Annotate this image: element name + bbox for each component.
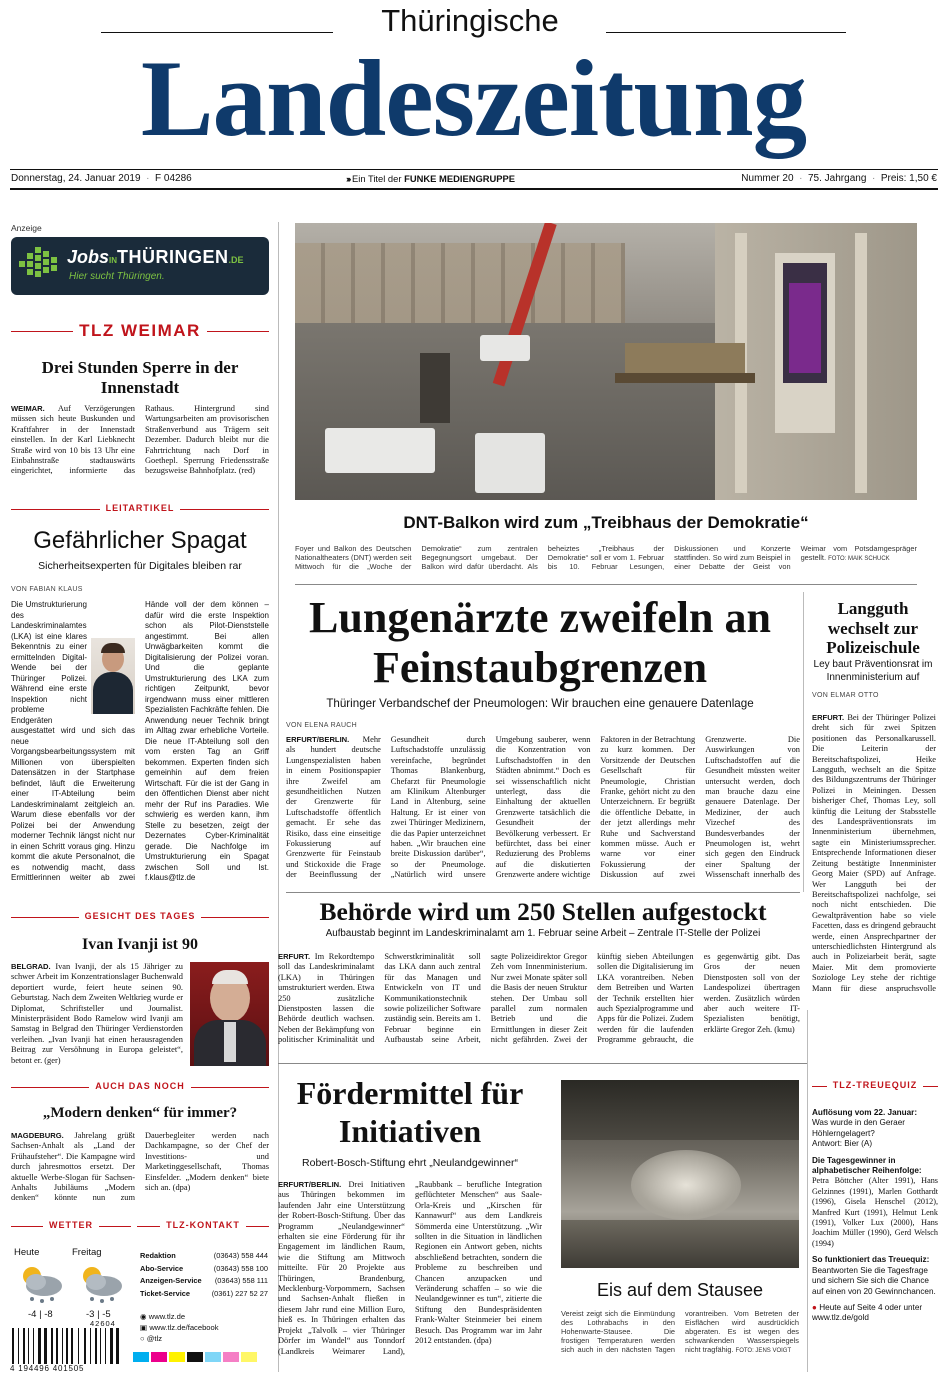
- leitartikel-email[interactable]: f.klaus@tlz.de: [145, 873, 196, 882]
- leitartikel-byline: VON FABIAN KLAUS: [11, 586, 83, 593]
- stausee-headline: Eis auf dem Stausee: [596, 1280, 764, 1300]
- weimar-article: [11, 404, 269, 486]
- langguth-text: Bei der Thüringer Polizei dreht sich für zwei Spitzen positionen das Personalkarussell. Die Leiterin der Bereitschaftspolizei, Heike Langguth, wechselt an die Spitze des Bildungszentrums der Thüringer Polizei in Meiningen. Dessen bisheriger Chef, Thomas Ley, soll künftig die Leitung der Stabsstelle des Landespräventionsrats im Innenministerium übernehmen, sagte ein Ministeriumssprecher. Entsprechende Informationen dieser Zeitung bestätigte Innenminister Georg Maier (SPD) auf Anfrage. Wer Langguth bei der Bereitschaftspolizei nachfolge, sei noch nicht entschieden. Die Gewaltprävention habe so viele Facetten, dass es dringend gebraucht werde, einen Ansprechpartner der unterschiedlichsten Hintergrund als auch in Polizeiarbeit berät, sagte Maier. Mit dem promovierte Soziologe Ley stehe der richtige Mann für diese anspruchsvolle: [812, 713, 936, 993]
- behoerde-headline: Behörde wird um 250 Stellen aufgestockt: [319, 897, 767, 926]
- foerder-dateline: ERFURT/BERLIN.: [278, 1180, 342, 1189]
- barcode-top: 42604: [90, 1319, 116, 1328]
- publisher-line: [346, 172, 515, 186]
- weimar-section-text: TLZ WEIMAR: [73, 321, 207, 340]
- foerder-subline: Robert-Bosch-Stiftung ehrt „Neulandgewinner“: [302, 1157, 518, 1169]
- issue-date-line: Donnerstag, 24. Januar 2019 · F 04286: [11, 173, 192, 184]
- quiz-winners-label: Die Tagesgewinner in alphabetischer Reihenfolge:: [812, 1155, 922, 1176]
- quiz-res-label: Auflösung vom 22. Januar:: [812, 1108, 918, 1117]
- barcode-bar: [18, 1328, 19, 1364]
- weimar-headline: Drei Stunden Sperre in der Innenstadt: [41, 358, 239, 397]
- barcode-bar: [84, 1328, 86, 1364]
- kontakt-value[interactable]: (03643) 558 100: [213, 1263, 268, 1273]
- barcode-bar: [28, 1328, 29, 1364]
- sun-cloud-snow-icon-2: [74, 1262, 128, 1304]
- foerder-text: Drei Initiativen aus Thüringen bekommen im laufenden Jahr eine Unterstützung der Robert-Bosch-Stiftung. Über das Programm „Neulandgewinner“ erhalten sie eine Förderung für ihr Engagement im ländlichen Raum, wie die Stiftung am Mittwoch mitteilte. Für 20 Projekte aus Thüringen, Brandenburg, Mecklenburg-Vorpommern, Sachsen und Sachsen-Anhalt fließen in diesem Jahr rund eine Million Euro, hieß es. In Thüringen erhalten das Projekt „Talvolk – vier Thüringer Dörfer im Wandel“ aus Tonndorf (Landkreis Weimarer Land), „Raubbank – berufliche Integration geflüchteter Menschen“ aus Saale-Orla-Kreis und „Kirschen für Kannawurf“ aus dem Landkreis Sömmerda eine Unterstützung. „Wir sollten in die Situation in ländlichen Regionen ein Antwort geben, nichts abschließend betrachten, sondern die Probleme zu beschreiben und Chancen anzupacken und Veränderung schaffen – so wie die Neulandgewinner es tun“, zitierte die Stiftung den Bundespräsidenten Frank-Walter Steinmeier bei einem Besuch. Das Programm war im Jahr 2012 entstanden. (dpa): [278, 1180, 542, 1356]
- stausee-caption-text: Vereist zeigt sich die Einmündung des Lothrabachs in den Hohenwarte-Stausee. Die frostigen Temperaturen werden sich auch in den nächsten Tagen vorantreiben. Vom Betreten der Eisflächen wird ausdrücklich abgeraten. Es ist wegen des schwankenden Wasserspiegels nicht tragfähig.: [561, 1309, 799, 1354]
- barcode-bar: [66, 1328, 68, 1364]
- ad-brand-jobs: Jobs: [67, 247, 110, 267]
- ad-brand-in: IN: [109, 256, 118, 265]
- langguth-byline: VON ELMAR OTTO: [812, 692, 879, 699]
- langguth-dateline: ERFURT.: [812, 713, 845, 722]
- barcode-bar: [33, 1328, 34, 1364]
- langguth-headline: Langguth wechselt zur Polizeischule: [826, 599, 920, 657]
- gesicht-dateline: BELGRAD.: [11, 962, 51, 971]
- weimar-section: [11, 321, 269, 341]
- wetter-section: [11, 1220, 131, 1230]
- weather-temp2: -3 | -5: [86, 1309, 111, 1320]
- ad-brand-region: THÜRINGEN: [117, 247, 229, 267]
- barcode-bar: [110, 1328, 113, 1364]
- section-divider-3: [278, 1063, 807, 1064]
- barcode-bar: [78, 1328, 79, 1364]
- gesicht-section: [11, 911, 269, 921]
- behoerde-dateline: ERFURT.: [278, 952, 311, 961]
- kontakt-value[interactable]: (03643) 558 111: [214, 1276, 268, 1286]
- barcode-bar: [71, 1328, 73, 1364]
- globe-icon: ◉: [140, 1312, 147, 1321]
- quiz-section-text: TLZ-TREUEQUIZ: [827, 1080, 924, 1090]
- issue-date: Donnerstag, 24. Januar 2019: [11, 173, 141, 184]
- issue-price: Preis: 1,50 €: [880, 173, 937, 184]
- kontakt-web: [140, 1311, 219, 1344]
- auch-text: Jahrelang grüßt Sachsen-Anhalt als „Land der Frühaufsteher“. Die Kampagne wird durch jahresmottos ersetzt. Der aktuelle Werbe-Slogan für Sachsen-Anhalts Jubiläums „Modern denken“ könnte nun zum Dauerbegleiter werden nach Dachkampagne, so der Chef der Investitions- und Marketinggesellschaft, Thomas Einsfelder. „Modern denken“ biete sich an. (dpa): [11, 1131, 269, 1203]
- balkon-credit: FOTO: MAIK SCHUCK: [828, 556, 890, 562]
- barcode-bar: [44, 1328, 47, 1364]
- barcode-bar: [38, 1328, 41, 1364]
- jobs-logo-icon: [19, 247, 65, 287]
- weather-day1: Heute: [14, 1247, 40, 1258]
- foerder-headline: Fördermittel für Initiativen: [296, 1075, 524, 1149]
- kontakt-section: [137, 1220, 269, 1230]
- auch-headline: „Modern denken“ für immer?: [42, 1105, 238, 1121]
- balkon-caption: [295, 544, 917, 576]
- gesicht-article: [11, 962, 183, 1068]
- wetter-section-text: WETTER: [43, 1220, 99, 1230]
- barcode-bar: [95, 1328, 97, 1364]
- ivanji-portrait: [190, 962, 269, 1066]
- barcode-bar: [56, 1328, 58, 1364]
- lunge-subline: Thüringer Verbandschef der Pneumologen: Wir brauchen eine genauere Datenlage: [326, 697, 754, 710]
- masthead-rule-left: [101, 32, 333, 33]
- color-registration-strip: [133, 1352, 267, 1362]
- issue-code: F 04286: [155, 173, 192, 184]
- lunge-headline: Lungenärzte zweifeln an Feinstaubgrenzen: [309, 593, 771, 692]
- lunge-text: Mehr als hundert deutsche Lungenspezialisten haben in einem Positionspapier ihre Zweifel am gesundheitlichen Nutzen der Grenzwerte für Luftschadstoffe öffentlich gemacht. Er sehe das Risiko, dass eine einseitige Fokussierung auf Grenzwerte für Feinstaub und Stickoxide die Frage der Beeinflussung der Gesundheit durch Luftschadstoffe unzulässig vereinfache, begründet Thomas Blankenburg, Chefarzt für Pneumologie am Klinikum Altenburger Land in Altenburg, seine Haltung. Er ist einer von zwei Thüringer Medizinern, die das Papier unterzeichnet haben. „Wir brauchen eine breite Diskussion darüber“, so der Pneumologe. „Natürlich wird unsere Umgebung sauberer, wenn die Konzentration von Luftschadstoffen in den Städten abnimmt.“ Doch es sei wissenschaftlich nicht unterlegt, dass die Einhaltung der aktuellen Grenzwerte tatsächlich die Gesundheit der Bevölkerung verbessert. Er befürchtet, dass bei einer Reduzierung des Problems auf die diskutierten Grenzwerte andere wichtige Faktoren in der Betrachtung zu kurz kommen. Der Vorsitzende der Deutschen Gesellschaft für Pneumologie, Christian Franke, gehört nicht zu den Unterzeichnern. Er begrüßt die öffentliche Debatte, in der jetzt allerdings mehr Ruhe und Sachverstand kommen müsse. Auch er warne vor einer Fokussierung der Diskussion auf zwei Grenzwerte. Die Auswirkungen von Luftschadstoffen auf die Gesundheit müssten weiter untersucht werden, doch man brauche dazu eine genauere Datenlage. Der Mediziner, der auch Vizechef des Bundesverbandes der Pneumologen ist, wehrt sich gegen den Eindruck einer Spaltung der Wissenschaft innerhalb des: [286, 735, 800, 880]
- barcode-icon: [10, 1328, 126, 1364]
- masthead-rule-right: [606, 32, 846, 33]
- barcode-bar: [23, 1328, 25, 1364]
- foerder-article: [278, 1180, 542, 1374]
- stausee-credit: FOTO: JENS VOIGT: [735, 1348, 792, 1354]
- gesicht-headline: Ivan Ivanji ist 90: [81, 936, 199, 953]
- lunge-dateline: ERFURT/BERLIN.: [286, 735, 350, 744]
- quiz-question: Was wurde in den Geraer Höhlerngelagert?: [812, 1118, 905, 1138]
- funke-chevrons-icon: ›››: [346, 173, 350, 184]
- author-portrait: [91, 638, 135, 714]
- kontakt-row: [140, 1288, 268, 1301]
- quiz-section: [812, 1080, 938, 1090]
- lunge-byline: VON ELENA RAUCH: [286, 722, 358, 729]
- barcode-bar: [62, 1328, 63, 1364]
- web-link[interactable]: www.tlz.de: [148, 1312, 186, 1321]
- weather-temp1: -4 | -8: [28, 1309, 53, 1320]
- quiz-ref-text: Heute auf Seite 4 oder unter www.tlz.de/gold: [812, 1302, 923, 1323]
- auch-section: [11, 1081, 269, 1091]
- weimar-text: Auf Verzögerungen müssen sich heute Buskunden und Kraftfahrer in der Innenstadt einstellen. In der Karl Liebknecht Straße wird von 10 bis 13 Uhr eine Einbahnstraße stadtauswärts eingerichtet, informierte das Rathaus. Hintergrund sind Wartungsarbeiten am provisorischen Straßenverbund aus Trägern seit Dezember. Dadurch bleibt nur die Fahrtrichtung nach Dorf in Goethepl. Sperrung Friedensstraße bezugsweise Bahnhofplatz. (red): [11, 404, 269, 476]
- behoerde-text: Im Rekordtempo soll das Landeskriminalamt (LKA) in Thüringen umstrukturiert werden. Etwa 250 zusätzliche Dienstposten lassen die Behörde deutlich wachsen. Neben der Bekämpfung von politischer Kriminalität und Schwerstkriminalität soll das LKA dann auch zentral für das Managen und Entwickeln von IT und Kommunikationstechnik sowie polizeilicher Software zuständig sein. Bereits am 1. Februar beginne ein Aufbaustab seine Arbeit, sagte Polizeidirektor Gregor Zeh vom Innenministerium. Nur zwei Monate später soll die Basis der neuen Struktur stehen. Der Umbau soll parallel zum normalen Betrieb und die Ermittlungen in dieser Zeit nicht gefährden. Zwei der künftig sieben Abteilungen sollen die Digitalisierung im LKA vorantreiben. Neben dem Betreiben und Warten der Technik erstellten hier auch Spezialprogramme und Apps für die Polizei. Zudem werden für die laufenden Programme gebraucht, die es gegenwärtig gibt. Das Gros der neuen Dienstposten soll von der Landespolizei übertragen werden. Zusätzlich würden aber auch weitere IT-Spezialisten benötigt, erklärte Gregor Zeh. (kmu): [278, 952, 800, 1045]
- facebook-link[interactable]: www.tlz.de/facebook: [149, 1323, 219, 1332]
- kontakt-row: [140, 1263, 268, 1276]
- kontakt-label: Redaktion: [140, 1251, 176, 1260]
- gesicht-section-text: GESICHT DES TAGES: [79, 911, 202, 921]
- quiz-answer: Antwort: Bier (A): [812, 1139, 873, 1149]
- leitartikel-text: Die Umstrukturierung des Landeskriminalamtes (LKA) ist eine klares Bekenntnis zu einer ermittelnden Digital-Wende bei der Thüringer Polizei. Während eine erste Inspektion nicht probleme Endgeräten ausgestattet wird und sich das neue Vorgangsbearbeitungssystem mit Millionen von überspielten Datensätzen in der Startphase befindet, läuft die Erweiterung einer IT-Abteilung beim Landeskriminalamt zeitgleich an. Warum diese ebenfalls vor der Polizei bei der Anwendung moderner Technik längst nicht nur in einen Schritt voraus ging. Hinzu kommt die akute Personalnot, die es notwendig macht, dass Ermittlerinnen weiter ab zwei Hände voll der dem können – dafür wird die erste Inspektion schon als Pilot-Dienststelle angestimmt. Bei allen Unwägbarkeiten kommt die Digitalisierung der Polizei voran. Und die geplante Umstrukturierung des LKA zum richtigen Zeitpunkt, bevor irgendwann muss einer mittleren Spezialisten Fachkräfte fehlen. Die Anwendung neuer Technik bringt im Alltag zwar erhebliche Vorteile. Die neue IT-Abteilung soll den vom ersten Tag an Griff bekommen. Experten finden sich gemeinhin auf dem freien Wirtschaft. Für die ist der Gang in den öffentlichen Dienst aber nicht mehr der Ruf ins Paradies. Wie schwierig es werden kann, ihm Stelle zu besetzen, zeigt der Dezernates Cyber-Kriminalität gerade. Die Nachfolge im Umstrukturierung ein Spagat zwischen Soll und Ist.: [11, 600, 269, 882]
- quiz-ref[interactable]: [812, 1303, 938, 1324]
- sun-cloud-snow-icon: [14, 1262, 68, 1304]
- quiz-winners: Petra Böttcher (Alter 1991), Hans Gelzinnes (1991), Marlen Gotthardt (1996), Gisela Henschel (2012), Manfred Kurt (1991), Helmut Lenk (1991), Volker Lux (2000), Hans Joachim Müller (1990), Gerd Welsch (1994): [812, 1176, 938, 1248]
- gesicht-text: Ivan Ivanji, der als 15 Jähriger zu schwer Arbeit im Konzentrationslager Buchenwald deportiert wurde, feiert heute seinen 90. Geburtstag. Nach dem Zweiten Weltkrieg wurde er Diplomat, Schriftsteller und Journalist. Ministerpräsident Bodo Ramelow wird Ivanji am Samstag in Belgrad den Thüringer Verdienstorden verleihen. „Ivan Ivanji hat einen herausragenden Beitrag zur Versöhnung in Europa geleistet“, betont er. (ger): [11, 962, 183, 1065]
- masthead-title: Landeszeitung: [140, 38, 807, 159]
- balkon-headline: DNT-Balkon wird zum „Treibhaus der Demokratie“: [403, 513, 809, 532]
- twitter-link[interactable]: @tlz: [146, 1334, 163, 1343]
- auch-dateline: MAGDEBURG.: [11, 1131, 64, 1140]
- masthead-bottom-rule: [10, 188, 938, 190]
- kontakt-value[interactable]: (0361) 227 52 27: [211, 1288, 268, 1298]
- jobs-ad-slogan: Hier sucht Thüringen.: [69, 271, 165, 282]
- issue-year: 75. Jahrgang: [808, 173, 867, 184]
- kontakt-list: [140, 1250, 268, 1300]
- stausee-photo: [561, 1080, 799, 1268]
- ad-brand-tld: .DE: [228, 255, 244, 265]
- leitartikel-section: [11, 503, 269, 513]
- masthead-top: Thüringische: [381, 3, 559, 38]
- barcode-bar: [105, 1328, 106, 1364]
- leitartikel-subline: Sicherheitsexperten für Digitales bleiben rar: [38, 560, 242, 572]
- auch-article: [11, 1131, 269, 1205]
- jobs-ad-brand: [67, 247, 244, 268]
- section-divider: [295, 584, 917, 585]
- weather-day2: Freitag: [72, 1247, 102, 1258]
- leitartikel-headline: Gefährlicher Spagat: [33, 527, 247, 554]
- kontakt-section-text: TLZ-KONTAKT: [160, 1220, 246, 1230]
- kontakt-value[interactable]: (03643) 558 444: [213, 1251, 268, 1260]
- barcode-bar: [100, 1328, 101, 1364]
- leitartikel-article: [11, 600, 269, 896]
- balkon-caption-text: Foyer und Balkon des Deutschen Nationaltheaters (DNT) werden seit Mittwoch für die „Woche der Demokratie“ zum zentralen Begegnungsort umgebaut. Der Balkon wird dafür überdacht. Als beheiztes „Treibhaus der Demokratie“ soll er vom 1. Februar bis 10. Februar Lesungen, Diskussionen und Konzerte stattfinden. So wird zum Beispiel in einer Debatte der Geist von Weimar vom Potsdamgespräger gestellt.: [295, 544, 917, 571]
- kontakt-row: [140, 1275, 268, 1288]
- kontakt-label: Ticket-Service: [140, 1288, 190, 1298]
- section-divider-2: [286, 892, 800, 893]
- kontakt-row: [140, 1250, 268, 1263]
- publisher-name: FUNKE MEDIENGRUPPE: [404, 173, 516, 184]
- dnt-balkon-photo: [295, 223, 917, 500]
- bullet-icon: ●: [812, 1302, 817, 1312]
- quiz-divider: [807, 1010, 808, 1372]
- behoerde-subline: Aufbaustab beginnt im Landeskriminalamt am 1. Februar seine Arbeit – Zentrale IT-Stelle der Polizei: [325, 928, 761, 939]
- facebook-icon: ▣: [140, 1323, 148, 1332]
- quiz-how-label: So funktioniert das Treuequiz:: [812, 1255, 930, 1265]
- weimar-dateline: WEIMAR.: [11, 404, 45, 413]
- kontakt-label: Anzeigen-Service: [140, 1276, 202, 1286]
- kontakt-label: Abo-Service: [140, 1263, 184, 1273]
- stausee-caption: [561, 1309, 799, 1373]
- jobs-ad-banner[interactable]: [11, 237, 269, 295]
- quiz-content: [812, 1108, 938, 1324]
- twitter-icon: ○: [140, 1334, 145, 1343]
- publisher-prefix: Ein Titel der: [351, 173, 402, 184]
- barcode-bar: [90, 1328, 91, 1364]
- quiz-how-text: Beantworten Sie die Tagesfrage und sichern Sie sich die Chance auf einen von 20 Gewinnchancen.: [812, 1265, 936, 1296]
- auch-section-text: AUCH DAS NOCH: [89, 1081, 191, 1091]
- langguth-article: [812, 713, 936, 995]
- masthead-divider: [10, 169, 938, 170]
- barcode-bar: [116, 1328, 119, 1364]
- behoerde-article: [278, 952, 800, 1056]
- issue-number: Nummer 20: [741, 173, 794, 184]
- barcode-bar: [12, 1328, 14, 1364]
- barcode-bottom: 4 194496 401505: [10, 1364, 85, 1373]
- leitartikel-section-text: LEITARTIKEL: [100, 503, 181, 513]
- barcode-bar: [51, 1328, 53, 1364]
- ad-label: Anzeige: [11, 223, 42, 233]
- langguth-divider: [803, 592, 804, 892]
- issue-meta-line: Nummer 20 · 75. Jahrgang · Preis: 1,50 €: [741, 173, 937, 184]
- langguth-subline: Ley baut Präventionsrat im Innenministerium auf: [813, 659, 933, 683]
- lunge-article: [286, 735, 800, 883]
